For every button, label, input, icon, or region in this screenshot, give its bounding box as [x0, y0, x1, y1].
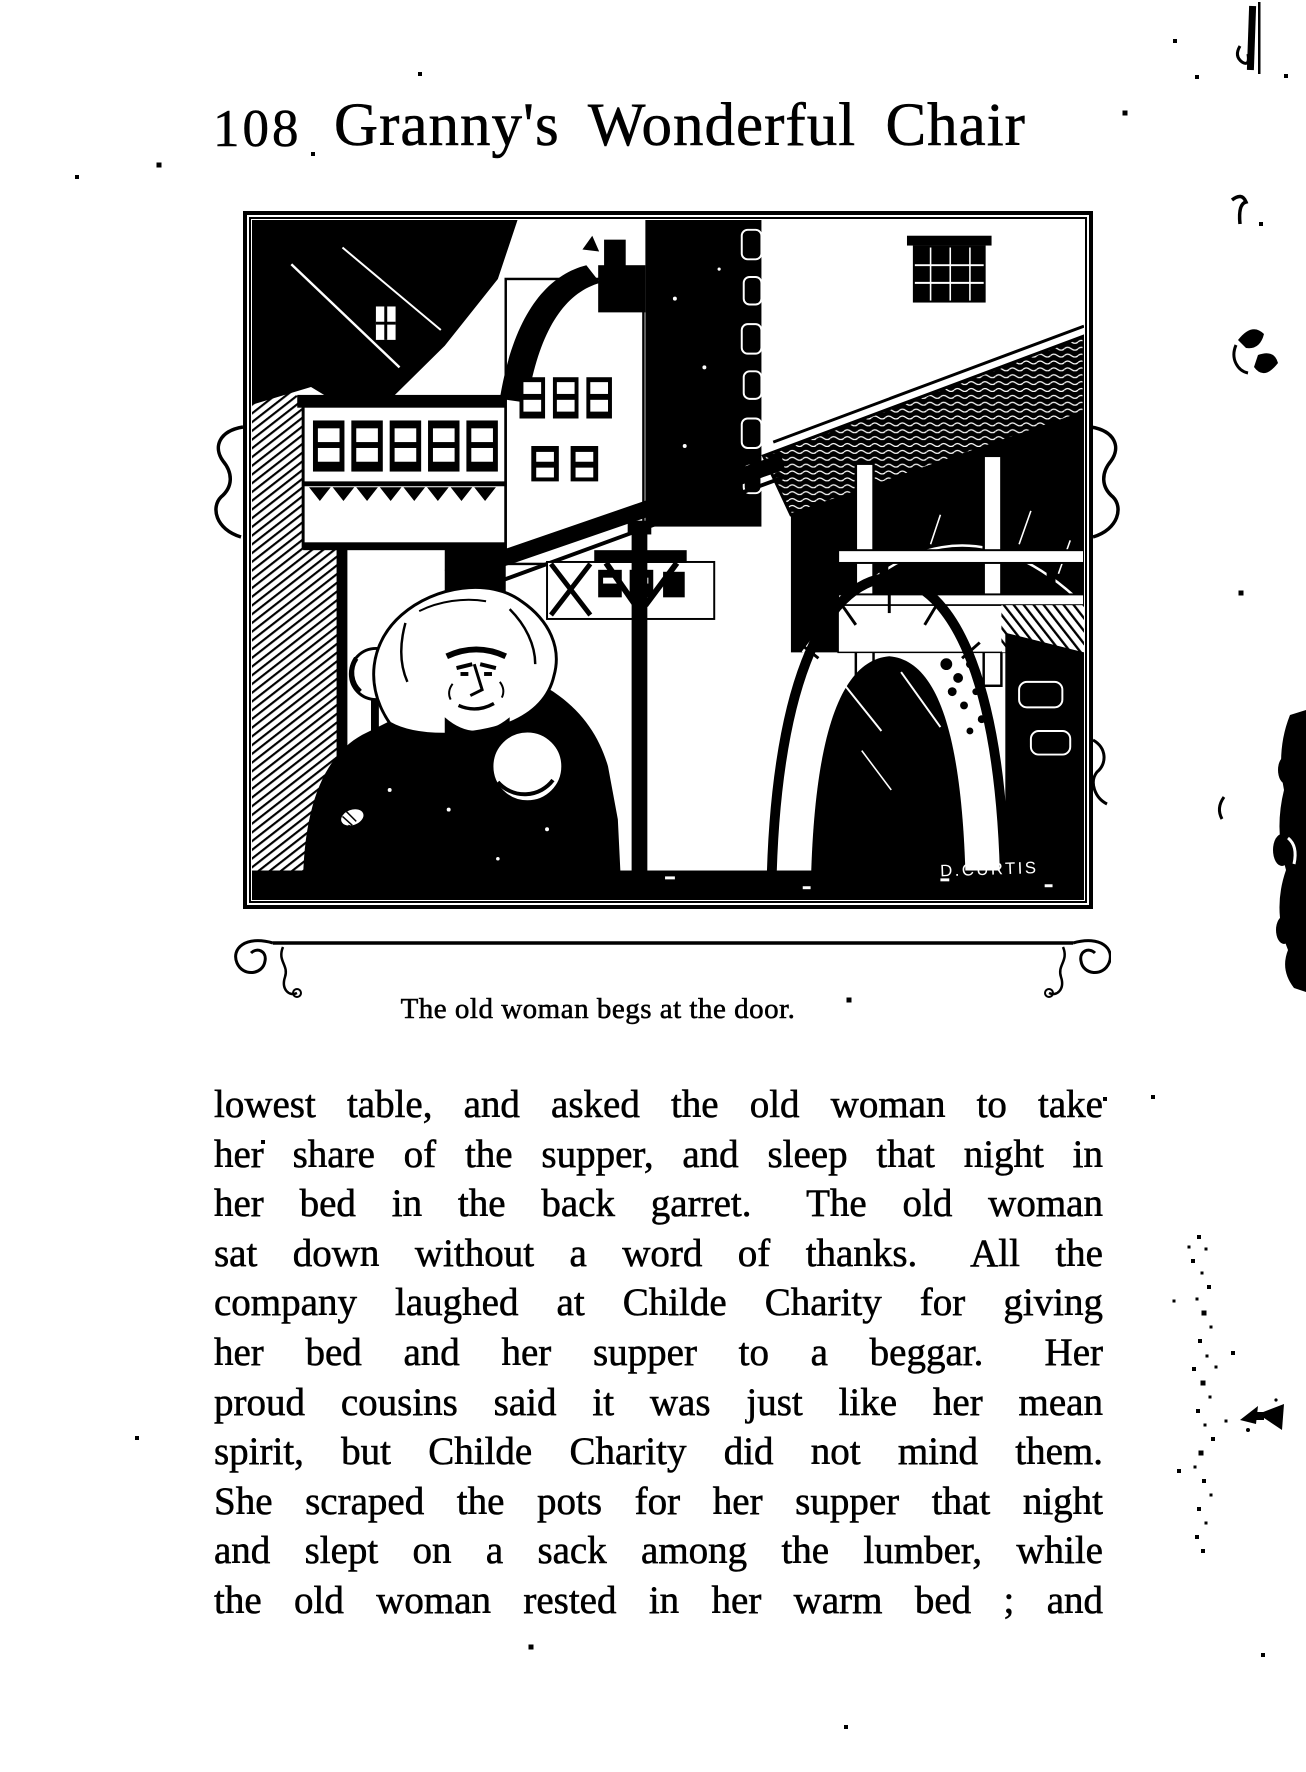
- text-line: her bed in the back garret. The old woman: [214, 1182, 1103, 1226]
- text-line: proud cousins said it was just like her mean: [214, 1380, 1103, 1424]
- text-line: her share of the supper, and sleep that night in: [214, 1132, 1103, 1176]
- illustration-caption: The old woman begs at the door.: [400, 993, 796, 1025]
- scan-artifact-squiggle: [1228, 315, 1286, 390]
- street-scene-illustration: [252, 220, 1084, 900]
- text-line: sat down without a word of thanks. All the: [214, 1231, 1103, 1275]
- scan-dust-streak: [0, 0, 2, 2]
- text-line: company laughed at Childe Charity for giving: [214, 1281, 1103, 1325]
- text-line: lowest table, and asked the old woman to take: [214, 1083, 1103, 1126]
- page-number: 108: [213, 100, 302, 158]
- text-line: She scraped the pots for her supper that night: [214, 1479, 1103, 1523]
- scan-artifact-pen-marks: [1230, 0, 1290, 240]
- frame-flourish-right-lower: [1091, 738, 1113, 808]
- frame-flourish-right: [1089, 425, 1127, 545]
- scan-artifact-ink-blob: [1250, 710, 1306, 995]
- half-timbered-house: [297, 395, 511, 550]
- text-line: the old woman rested in her warm bed ; and: [214, 1578, 1103, 1622]
- artist-signature: D.CURTIS: [939, 858, 1039, 881]
- body-paragraph: [214, 1080, 1103, 1626]
- frame-bottom-rail: [225, 905, 1111, 1000]
- illustration-frame: [243, 211, 1093, 909]
- text-line: and slept on a sack among the lumber, while: [214, 1529, 1103, 1573]
- frame-flourish-left: [207, 425, 245, 545]
- scan-artifact-bowtie-blob: [1236, 1398, 1290, 1438]
- text-line: spirit, but Childe Charity did not mind them.: [214, 1430, 1103, 1474]
- text-line: her bed and her supper to a beggar. Her: [214, 1330, 1103, 1374]
- chapter-running-title: Granny's Wonderful Chair: [334, 92, 1026, 159]
- scan-artifact-crescent: [1214, 795, 1228, 821]
- lower-timber-wall: [547, 562, 714, 619]
